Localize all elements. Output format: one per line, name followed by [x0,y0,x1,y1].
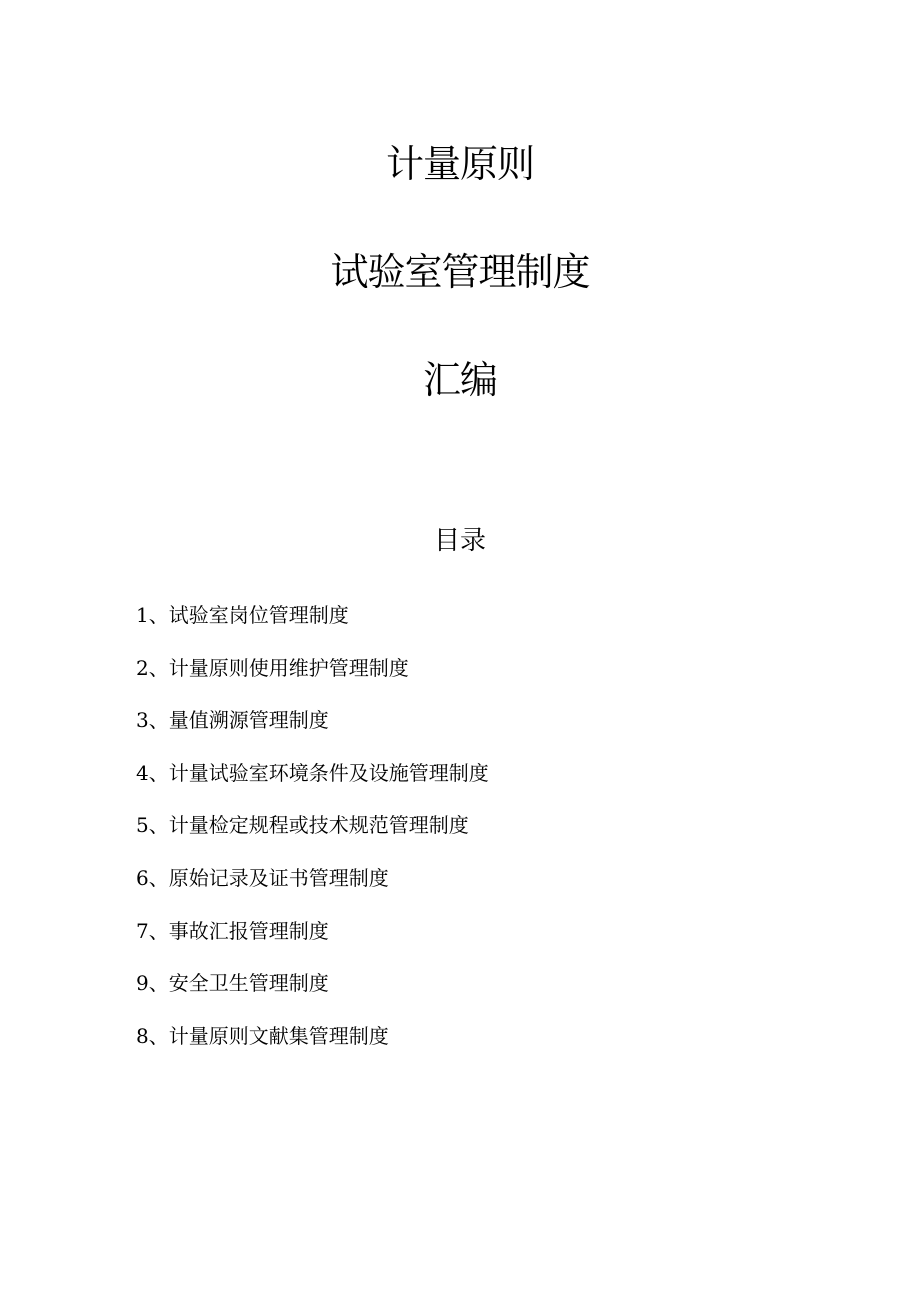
toc-heading: 目录 [433,526,486,556]
toc-item-text: 计量原则使用维护管理制度 [168,655,409,680]
toc-item [136,651,489,704]
toc-item-text: 安全卫生管理制度 [168,971,329,996]
toc-item-separator: 、 [148,1023,169,1048]
toc-item-number: 5 [136,813,149,838]
toc-item [136,914,489,967]
toc-item-number: 2 [136,655,149,680]
toc-item-number: 8 [136,1023,149,1048]
title-line-2: 试验室管理制度 [330,250,590,294]
toc-item-number: 1 [136,603,149,627]
toc-item-text: 计量试验室环境条件及设施管理制度 [168,760,489,785]
toc-item-text: 原始记录及证书管理制度 [168,865,389,890]
toc-item-text: 事故汇报管理制度 [168,918,329,943]
toc-item [136,808,489,861]
title-line-1: 计量原则 [385,142,534,186]
toc-item [136,703,489,756]
title-line-3: 汇编 [422,358,497,402]
toc-item-number: 7 [136,918,149,943]
toc-item-separator: 、 [148,760,169,785]
toc-item-number: 6 [136,865,149,890]
toc-item-separator: 、 [148,865,169,890]
toc-item-text: 量值溯源管理制度 [168,708,329,733]
toc-item-separator: 、 [148,655,169,680]
toc-item [136,966,489,1019]
toc-item [136,861,489,914]
toc-item [136,1019,489,1072]
toc-item-separator: 、 [148,708,169,733]
toc-item-text: 试验室岗位管理制度 [168,603,349,627]
toc-item [136,756,489,809]
toc-item-text: 计量原则文献集管理制度 [168,1023,389,1048]
toc-item-separator: 、 [148,813,169,838]
toc-item-number: 3 [136,708,149,733]
toc-item [136,598,489,651]
toc-item-text: 计量检定规程或技术规范管理制度 [168,813,469,838]
toc-item-separator: 、 [148,603,169,627]
toc-item-number: 9 [136,971,149,996]
toc-item-number: 4 [136,760,149,785]
toc-item-separator: 、 [148,971,169,996]
toc-item-separator: 、 [148,918,169,943]
toc-list [136,598,489,1071]
